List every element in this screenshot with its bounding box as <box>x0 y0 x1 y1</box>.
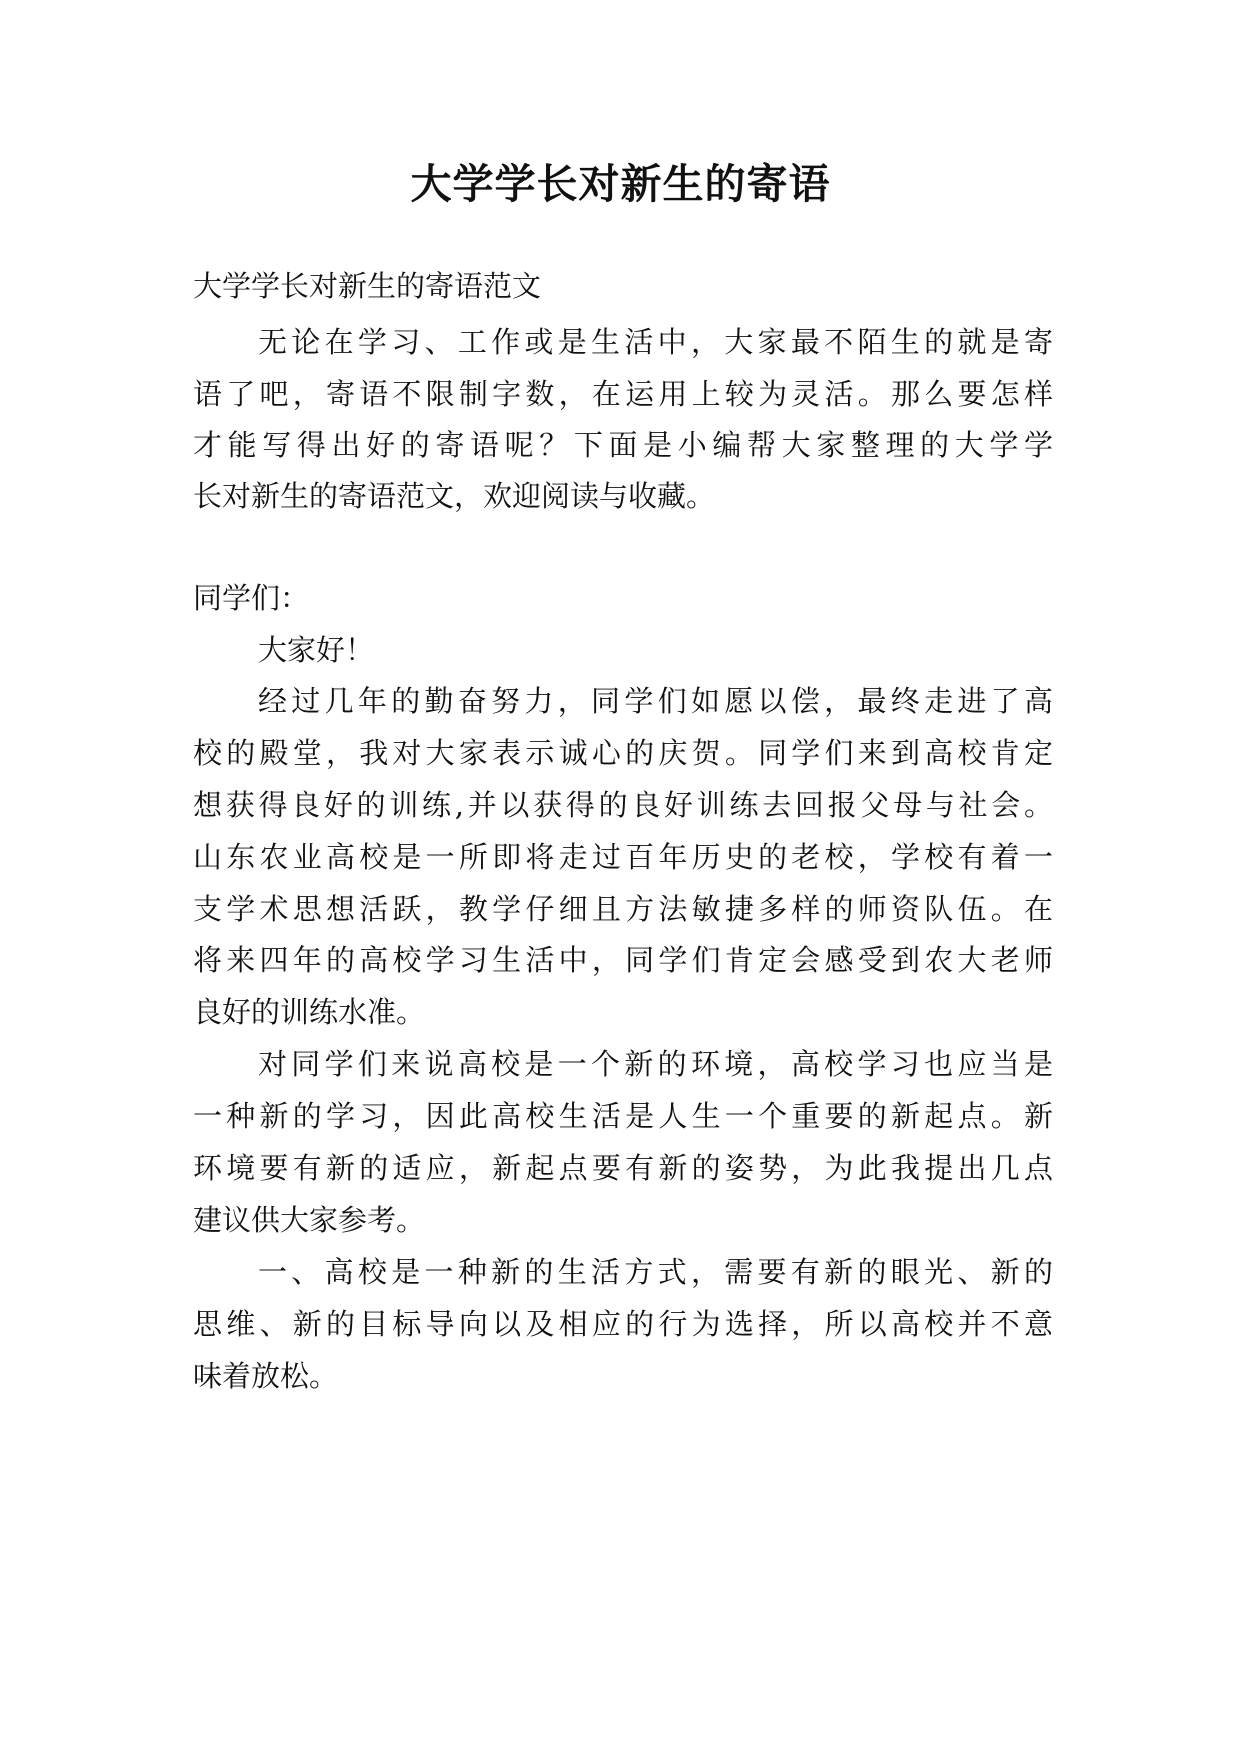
body-line: 思维、新的目标导向以及相应的行为选择，所以高校并不意 <box>193 1307 1053 1341</box>
body-line: 环境要有新的适应，新起点要有新的姿势，为此我提出几点 <box>193 1151 1053 1185</box>
intro-line: 长对新生的寄语范文，欢迎阅读与收藏。 <box>193 479 716 513</box>
body-line: 建议供大家参考。 <box>193 1203 426 1237</box>
body-line: 味着放松。 <box>193 1359 339 1393</box>
body-line: 一种新的学习，因此高校生活是人生一个重要的新起点。新 <box>193 1099 1053 1133</box>
body-line: 支学术思想活跃，教学仔细且方法敏捷多样的师资队伍。在 <box>193 892 1053 926</box>
body-line: 对同学们来说高校是一个新的环境，高校学习也应当是 <box>258 1047 1053 1081</box>
document-title: 大学学长对新生的寄语 <box>410 160 831 208</box>
body-line: 校的殿堂，我对大家表示诚心的庆贺。同学们来到高校肯定 <box>193 736 1053 770</box>
body-line: 想获得良好的训练,并以获得的良好训练去回报父母与社会。 <box>193 788 1053 822</box>
body-line: 经过几年的勤奋努力，同学们如愿以偿，最终走进了高 <box>258 684 1053 718</box>
intro-line: 语了吧，寄语不限制字数，在运用上较为灵活。那么要怎样 <box>193 377 1053 411</box>
intro-line: 无论在学习、工作或是生活中，大家最不陌生的就是寄 <box>258 325 1053 359</box>
letter-salutation: 同学们： <box>193 581 310 615</box>
body-line: 良好的训练水准。 <box>193 995 426 1029</box>
document-subtitle: 大学学长对新生的寄语范文 <box>193 269 542 303</box>
intro-line: 才能写得出好的寄语呢？下面是小编帮大家整理的大学学 <box>193 428 1053 462</box>
body-line: 山东农业高校是一所即将走过百年历史的老校，学校有着一 <box>193 840 1053 874</box>
body-line: 将来四年的高校学习生活中，同学们肯定会感受到农大老师 <box>193 943 1053 977</box>
body-line: 一、高校是一种新的生活方式，需要有新的眼光、新的 <box>258 1255 1053 1289</box>
letter-greeting: 大家好！ <box>258 633 375 667</box>
